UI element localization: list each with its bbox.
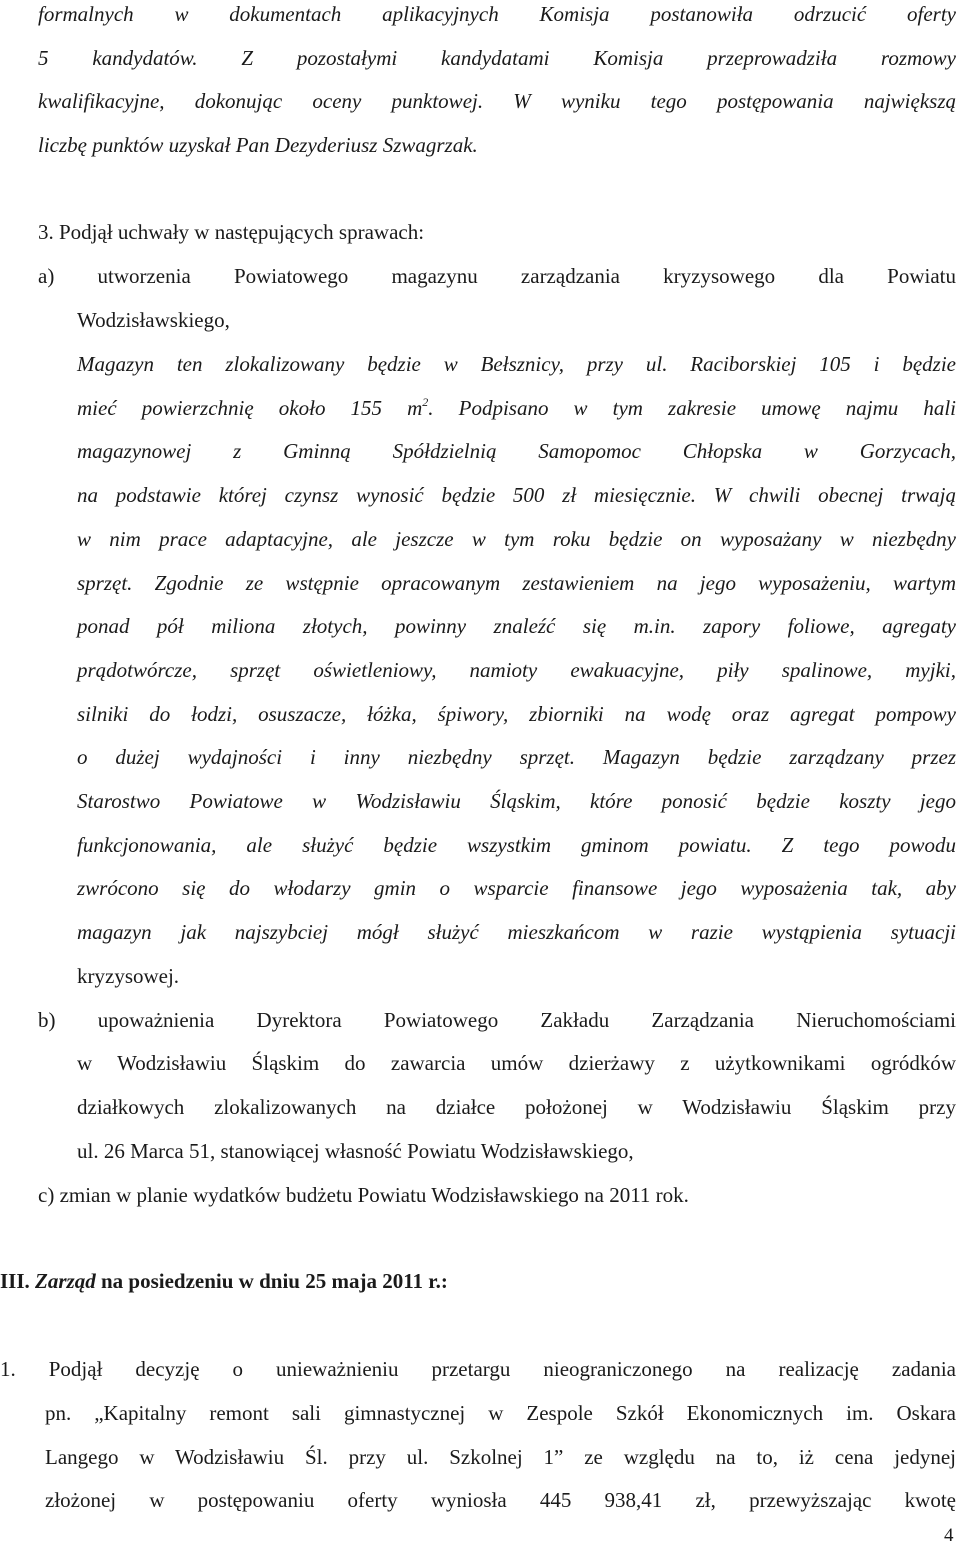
- section-number: III.: [0, 1269, 30, 1293]
- item-1: 1. Podjął decyzję o unieważnieniu przetargu nieograniczonego na realizację zadania: [0, 1357, 956, 1381]
- item-1-cont: Langego w Wodzisławiu Śl. przy ul. Szkolnej 1” ze względu na to, iż cena jedynej: [45, 1445, 956, 1469]
- text-line: prądotwórcze, sprzęt oświetleniowy, namioty ewakuacyjne, piły spalinowe, myjki,: [77, 658, 956, 682]
- item-1-cont: pn. „Kapitalny remont sali gimnastycznej w Zespole Szkół Ekonomicznych im. Oskara: [45, 1401, 956, 1425]
- text-line: Starostwo Powiatowe w Wodzisławiu Śląskim, które ponosić będzie koszty jego: [77, 789, 956, 813]
- section-title: na posiedzeniu w dniu 25 maja 2011 r.:: [100, 1269, 448, 1293]
- section-heading: [0, 1271, 448, 1292]
- text-line: magazynowej z Gminną Spółdzielnią Samopomoc Chłopska w Gorzycach,: [77, 439, 956, 463]
- text-line: kwalifikacyjne, dokonując oceny punktowej. W wyniku tego postępowania największą: [38, 89, 956, 113]
- text-line: formalnych w dokumentach aplikacyjnych Komisja postanowiła odrzucić oferty: [38, 2, 956, 26]
- item-heading: 3. Podjął uchwały w następujących sprawach:: [38, 220, 425, 244]
- text-line: zwrócono się do włodarzy gmin o wsparcie finansowe jego wyposażenia tak, aby: [77, 876, 956, 900]
- subitem-b-cont: ul. 26 Marca 51, stanowiącej własność Powiatu Wodzisławskiego,: [77, 1139, 634, 1163]
- subitem-b-cont: w Wodzisławiu Śląskim do zawarcia umów dzierżawy z użytkownikami ogródków: [77, 1051, 956, 1075]
- text-line: silniki do łodzi, osuszacze, łóżka, śpiwory, zbiorniki na wodę oraz agregat pompowy: [77, 702, 956, 726]
- text-line: o dużej wydajności i inny niezbędny sprzęt. Magazyn będzie zarządzany przez: [77, 745, 956, 769]
- page-number: 4: [944, 1525, 954, 1546]
- text-span: . Podpisano w tym zakresie umowę najmu hali: [428, 396, 957, 420]
- text-line: 5 kandydatów. Z pozostałymi kandydatami Komisja przeprowadziła rozmowy: [38, 46, 956, 70]
- subitem-b: b) upoważnienia Dyrektora Powiatowego Zakładu Zarządzania Nieruchomościami: [38, 1008, 956, 1032]
- subitem-a-cont: Wodzisławskiego,: [77, 308, 230, 332]
- text-line: liczbę punktów uzyskał Pan Dezyderiusz Szwagrzak.: [38, 133, 478, 157]
- item-1-cont: złożonej w postępowaniu oferty wyniosła 445 938,41 zł, przewyższając kwotę: [45, 1488, 956, 1512]
- text-line: ponad pół miliona złotych, powinny znaleźć się m.in. zapory foliowe, agregaty: [77, 614, 956, 638]
- text-line: kryzysowej.: [77, 964, 180, 988]
- text-line: magazyn jak najszybciej mógł służyć mieszkańcom w razie wystąpienia sytuacji: [77, 920, 956, 944]
- text-line: [77, 395, 957, 420]
- superscript: 2: [422, 395, 429, 409]
- subitem-a: a) utworzenia Powiatowego magazynu zarządzania kryzysowego dla Powiatu: [38, 264, 956, 288]
- text-line: w nim prace adaptacyjne, ale jeszcze w tym roku będzie on wyposażany w niezbędny: [77, 527, 956, 551]
- subitem-b-cont: działkowych zlokalizowanych na działce położonej w Wodzisławiu Śląskim przy: [77, 1095, 956, 1119]
- text-line: funkcjonowania, ale służyć będzie wszystkim gminom powiatu. Z tego powodu: [77, 833, 956, 857]
- text-span: mieć powierzchnię około 155 m: [77, 396, 423, 420]
- text-line: na podstawie której czynsz wynosić będzie 500 zł miesięcznie. W chwili obecnej trwają: [77, 483, 956, 507]
- text-line: Magazyn ten zlokalizowany będzie w Bełsznicy, przy ul. Raciborskiej 105 i będzie: [77, 352, 956, 376]
- subitem-c: c) zmian w planie wydatków budżetu Powiatu Wodzisławskiego na 2011 rok.: [38, 1183, 689, 1207]
- text-line: sprzęt. Zgodnie ze wstępnie opracowanym zestawieniem na jego wyposażeniu, wartym: [77, 571, 956, 595]
- section-subject: Zarząd: [35, 1269, 96, 1293]
